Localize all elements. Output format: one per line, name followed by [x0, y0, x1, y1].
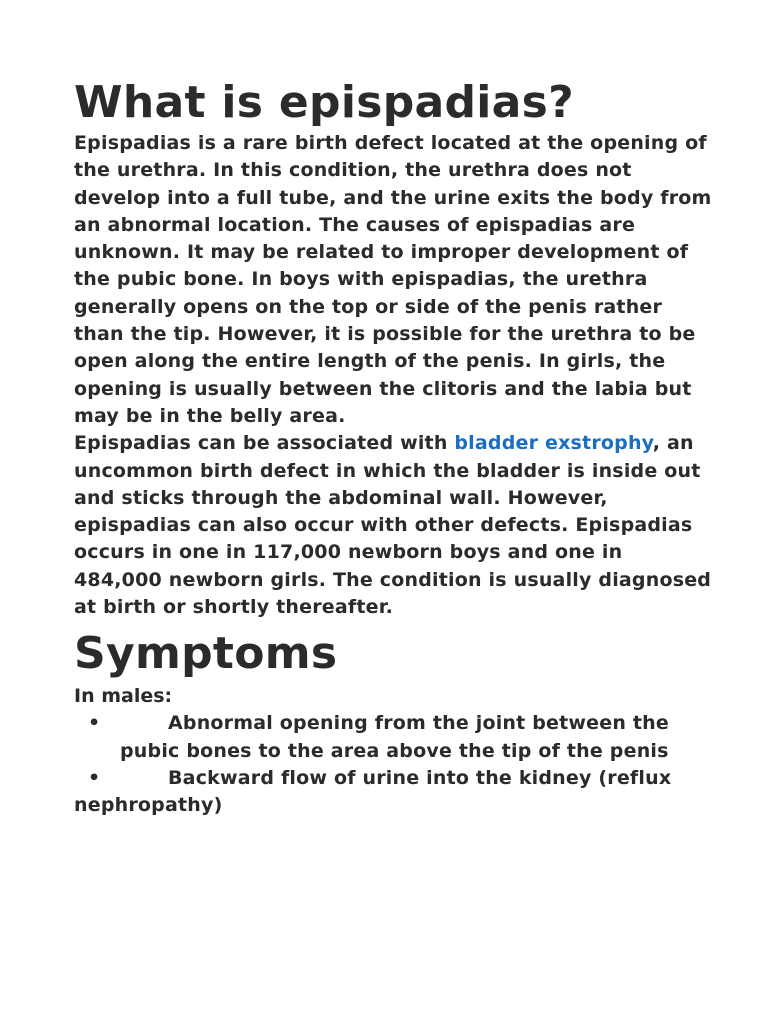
association-paragraph — [74, 430, 714, 621]
bullet-icon: • — [88, 766, 101, 789]
list-item-text: Backward flow of urine into the kidney (reflux nephropathy) — [74, 766, 672, 817]
intro-paragraph: Epispadias is a rare birth defect located at the opening of the urethra. In this condition, the urethra does not develop into a full tube, and the urine exits the body from an abnormal location. The causes of epispadias are unknown. It may be related to improper development of the pubic bone. In boys with epispadias, the urethra generally opens on the top or side of the penis rather than the tip. However, it is possible for the urethra to be open along the entire length of the penis. In girls, the opening is usually between the clitoris and the labia but may be in the belly area. — [74, 132, 712, 427]
list-item — [74, 710, 714, 765]
association-text-start: Epispadias can be associated with — [74, 432, 455, 455]
list-item-text: Abnormal opening from the joint between the pubic bones to the area above the tip of the penis — [120, 712, 669, 762]
document-page — [74, 78, 714, 820]
bullet-icon: • — [88, 712, 101, 735]
symptoms-heading: Symptoms — [74, 628, 338, 680]
page-title: What is epispadias? — [74, 77, 574, 128]
association-text-end: , an uncommon birth defect in which the bladder is inside out and sticks through the abdominal wall. However, epispadias can also occur with other defects. Epispadias occurs in one in 117,000 newborn boys and one in 484,000 newborn girls. The condition is usually diagnosed at birth or shortly thereafter. — [74, 432, 712, 619]
bladder-exstrophy-link[interactable]: bladder exstrophy — [454, 432, 653, 455]
list-item — [74, 765, 714, 820]
males-subheading: In males: — [74, 685, 173, 708]
symptom-list — [74, 710, 714, 819]
